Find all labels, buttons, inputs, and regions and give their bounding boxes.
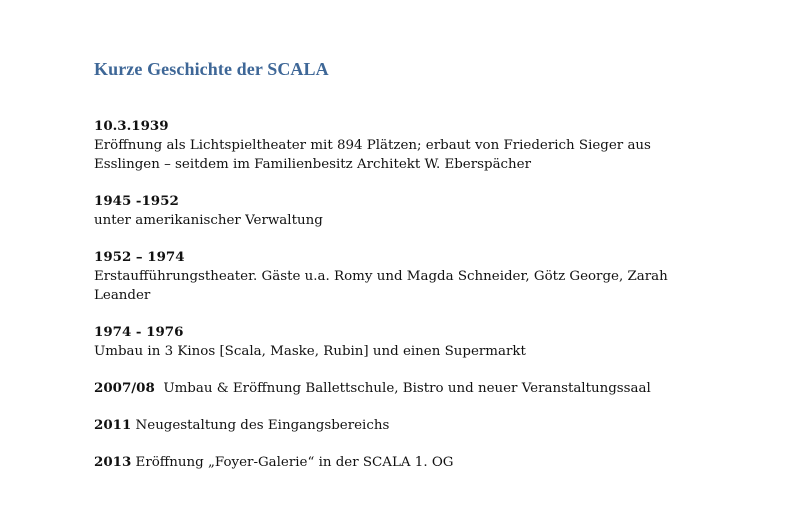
history-entry-2007 bbox=[94, 379, 714, 398]
entry-date: 2011 bbox=[94, 417, 132, 433]
entry-date: 1974 - 1976 bbox=[94, 324, 184, 340]
history-entry-1939 bbox=[94, 117, 714, 174]
entry-text: Neugestaltung des Eingangsbereichs bbox=[135, 418, 390, 433]
history-entry-1945 bbox=[94, 192, 714, 230]
entry-date: 1952 – 1974 bbox=[94, 249, 185, 265]
history-entry-2011 bbox=[94, 416, 714, 435]
entry-date: 2007/08 bbox=[94, 380, 155, 396]
entry-text: Umbau & Eröffnung Ballettschule, Bistro und neuer Veranstaltungssaal bbox=[163, 381, 651, 396]
entry-text: Erstaufführungstheater. Gäste u.a. Romy und Magda Schneider, Götz George, Zarah Leander bbox=[94, 269, 668, 303]
entry-text: Eröffnung als Lichtspieltheater mit 894 Plätzen; erbaut von Friederich Sieger aus Esslingen – seitdem im Familienbesitz Architekt W. Eberspächer bbox=[94, 138, 651, 172]
history-entry-1974 bbox=[94, 323, 714, 361]
history-entry-2013 bbox=[94, 453, 714, 472]
entry-date: 1945 -1952 bbox=[94, 193, 179, 209]
entry-date: 2013 bbox=[94, 454, 132, 470]
history-entry-1952 bbox=[94, 248, 714, 305]
page-title: Kurze Geschichte der SCALA bbox=[94, 59, 329, 79]
document-page bbox=[94, 58, 714, 472]
history-list bbox=[94, 117, 714, 472]
entry-text: unter amerikanischer Verwaltung bbox=[94, 213, 323, 228]
entry-date: 10.3.1939 bbox=[94, 118, 169, 134]
entry-text: Umbau in 3 Kinos [Scala, Maske, Rubin] und einen Supermarkt bbox=[94, 344, 526, 359]
entry-text: Eröffnung „Foyer-Galerie“ in der SCALA 1. OG bbox=[135, 455, 454, 470]
